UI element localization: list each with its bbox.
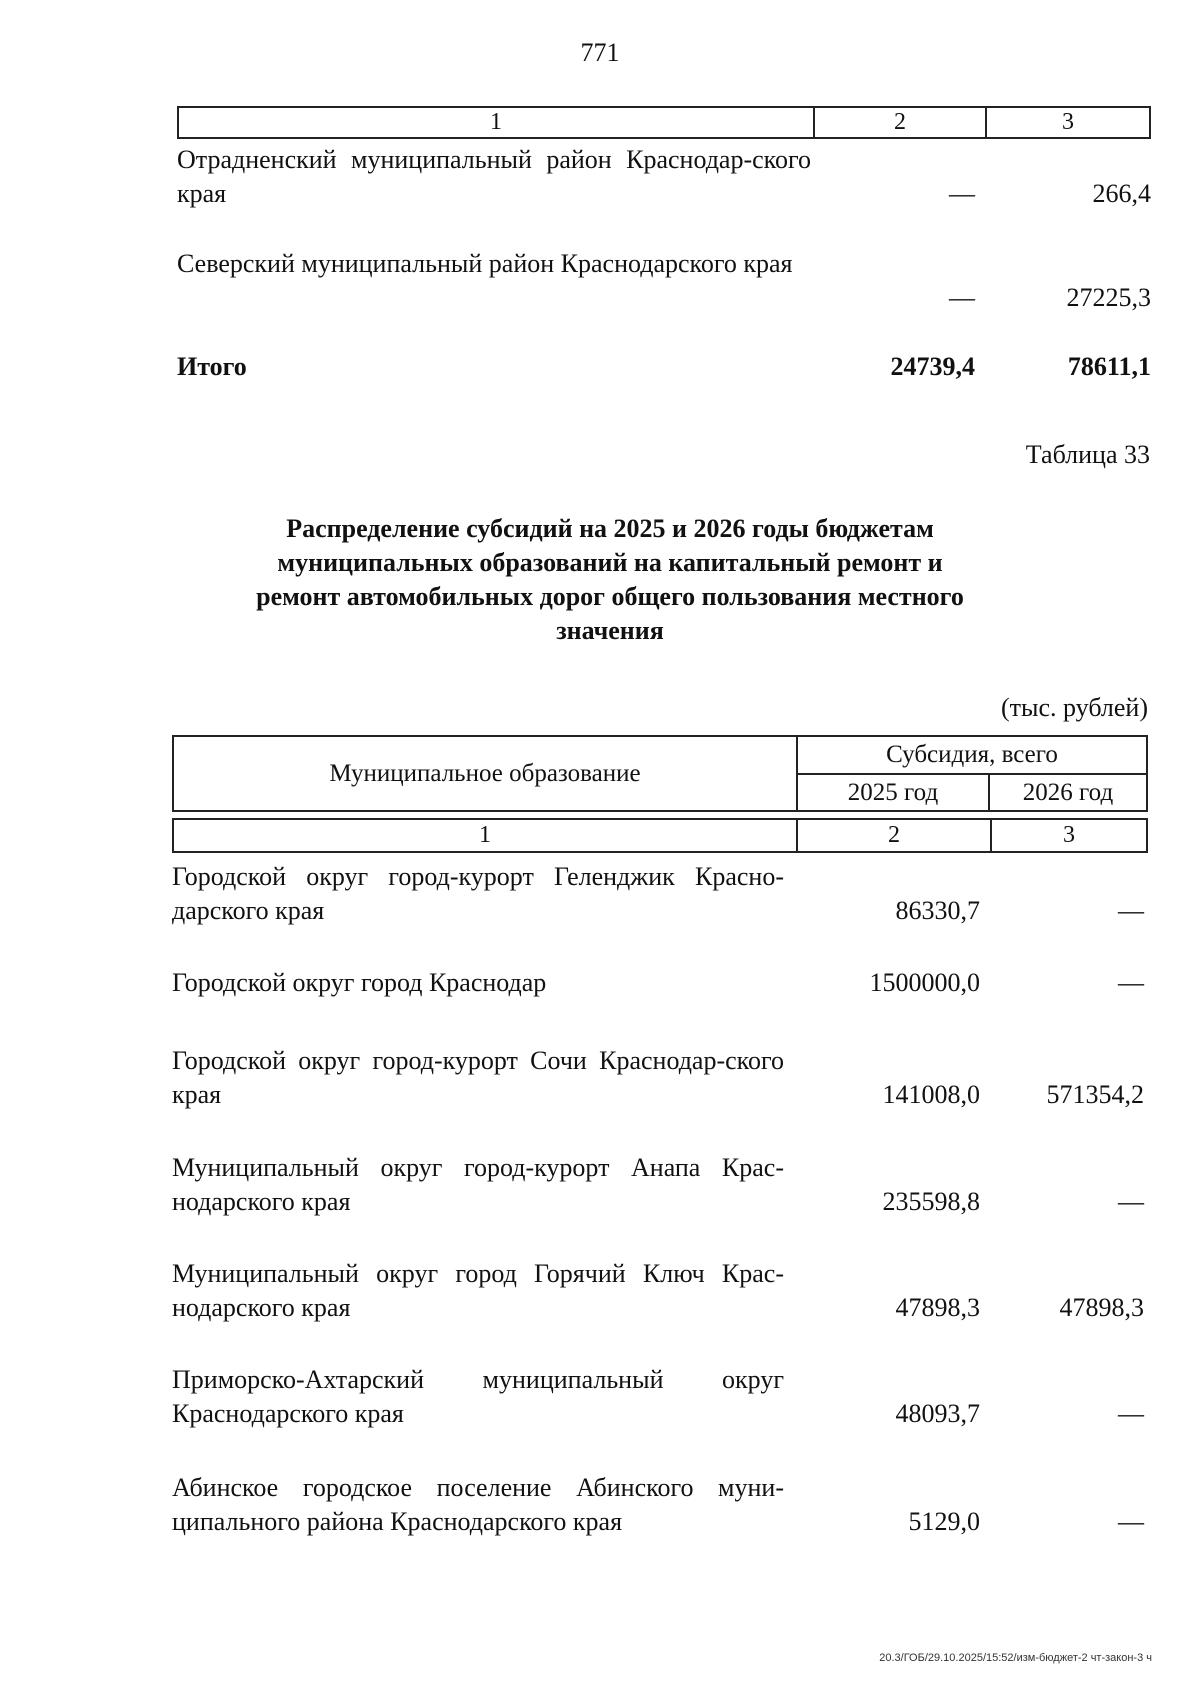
- row-value-2026: —: [1118, 1507, 1144, 1536]
- row-value-2025: —: [949, 179, 975, 208]
- col-number-2: 2: [798, 820, 992, 851]
- row-value-2026: 27225,3: [1066, 283, 1151, 312]
- row-value-2026: —: [1118, 1399, 1144, 1428]
- row-name: Городской округ город Краснодар: [172, 968, 547, 997]
- row-name-text: Отрадненский муниципальный район Краснодар-ского края: [177, 145, 811, 208]
- units-label: (тыс. рублей): [1000, 693, 1148, 722]
- total-row: [177, 350, 1151, 386]
- row-value-2026: —: [1118, 896, 1144, 925]
- header-year-2026: 2026 год: [1022, 778, 1114, 806]
- col-number-1: 1: [174, 820, 798, 851]
- table-title: Распределение субсидий на 2025 и 2026 годы бюджетам муниципальных образований на капитальный ремонт и ремонт автомобильных дорог общего пользования местного значения: [256, 514, 964, 645]
- row-value-2025: 5129,0: [908, 1507, 980, 1536]
- total-value-2026: 78611,1: [1067, 352, 1151, 381]
- row-name: Абинское городское поселение Абинского муни-ципального района Краснодарского края: [172, 1473, 784, 1536]
- row-name: [177, 247, 811, 281]
- table-row: [172, 1363, 1148, 1433]
- row-name: Городской округ город-курорт Сочи Краснодар-ского края: [172, 1046, 784, 1109]
- header-year-2025: 2025 год: [798, 775, 990, 810]
- table-row: [172, 1471, 1148, 1541]
- header-municipality: Муниципальное образование: [174, 737, 798, 810]
- header-subsidy-total: Субсидия, всего: [798, 737, 1146, 775]
- row-value-2025: 48093,7: [895, 1399, 980, 1428]
- row-name: Приморско-Ахтарский муниципальный округ Краснодарского края: [172, 1365, 784, 1428]
- col-number-3: 3: [1063, 822, 1075, 848]
- row-value-2026: 47898,3: [1059, 1293, 1144, 1322]
- row-name: [177, 143, 811, 211]
- row-value-2026: 266,4: [1092, 179, 1151, 208]
- row-name: Муниципальный округ город-курорт Анапа Крас-нодарского края: [172, 1153, 784, 1216]
- row-value-2025: 47898,3: [895, 1293, 980, 1322]
- table-row: [172, 860, 1148, 930]
- row-value-2025: 141008,0: [882, 1080, 980, 1109]
- row-value-2025: 86330,7: [895, 896, 980, 925]
- row-value-2026: —: [1118, 968, 1144, 997]
- table-label: Таблица 33: [1025, 440, 1150, 469]
- table-row: [172, 1151, 1148, 1221]
- table-row: [177, 247, 1151, 317]
- row-value-2025: 235598,8: [882, 1187, 980, 1216]
- table-row: [172, 1044, 1148, 1114]
- column-number-row: [172, 818, 1148, 853]
- total-value-2025: 24739,4: [890, 352, 975, 381]
- table-row: [172, 966, 1148, 1002]
- row-value-2026: 571354,2: [1046, 1080, 1144, 1109]
- row-name-text: Северский муниципальный район Краснодарского края: [177, 249, 793, 278]
- row-value-2026: —: [1118, 1187, 1144, 1216]
- row-name: Муниципальный округ город Горячий Ключ Крас-нодарского края: [172, 1259, 784, 1322]
- row-value-2025: —: [949, 283, 975, 312]
- top-col-3: 3: [1062, 109, 1074, 135]
- total-label: Итого: [177, 352, 247, 381]
- page-number: 771: [580, 38, 620, 67]
- top-col-2: 2: [815, 108, 987, 137]
- table-row: [177, 143, 1151, 213]
- table-row: [172, 1257, 1148, 1327]
- row-value-2025: 1500000,0: [869, 968, 980, 997]
- row-name: Городской округ город-курорт Геленджик Красно-дарского края: [172, 862, 784, 925]
- top-col-1: 1: [179, 108, 815, 137]
- top-table-header: [177, 106, 1151, 139]
- main-table-header: [172, 735, 1148, 812]
- document-footer-code: 20.3/ГОБ/29.10.2025/15:52/изм-бюджет-2 чт-закон-3 ч: [879, 1652, 1152, 1664]
